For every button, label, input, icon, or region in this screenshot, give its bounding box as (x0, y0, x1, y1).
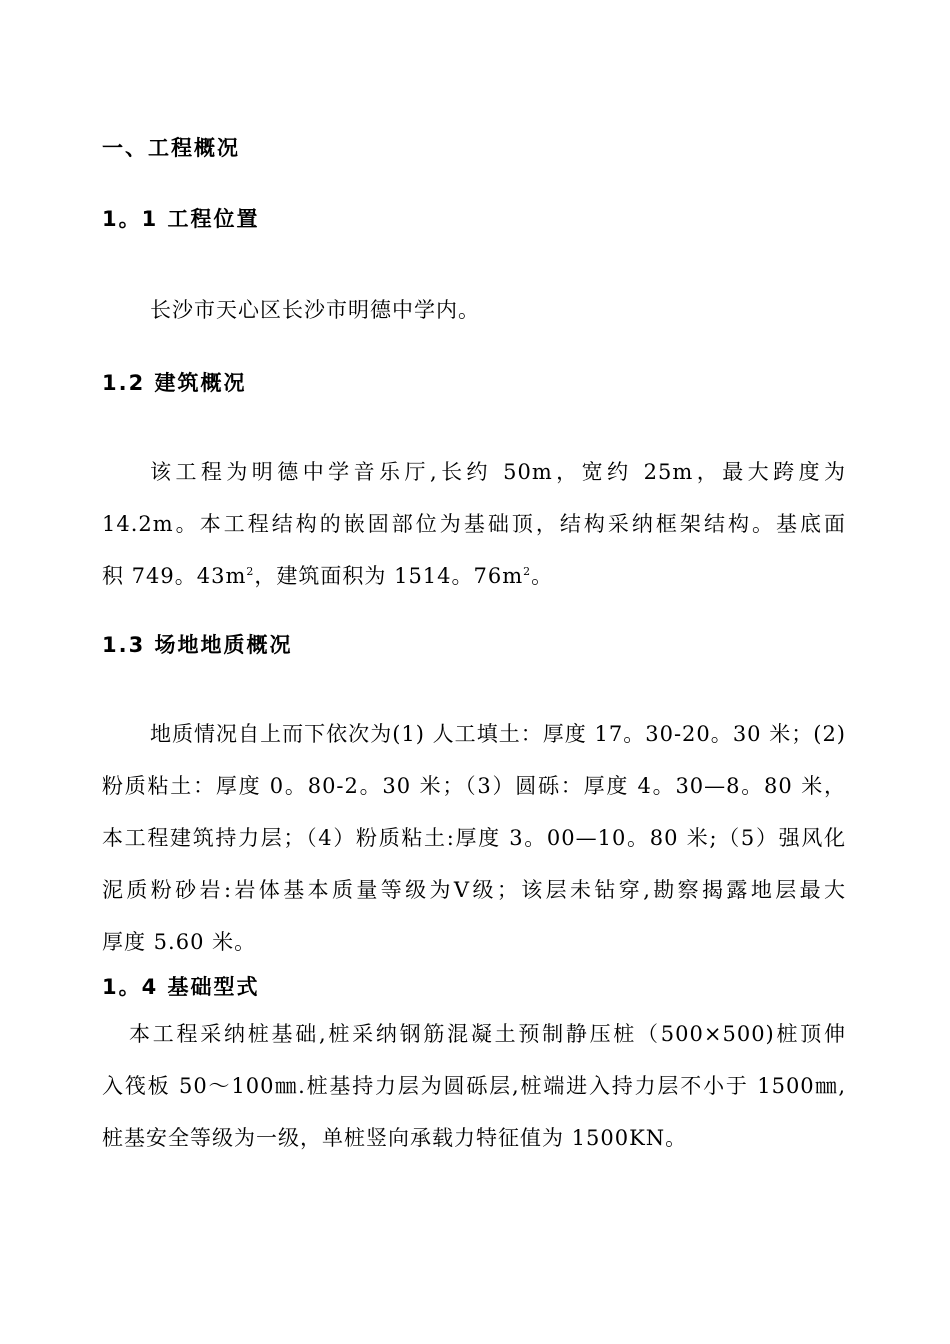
building-line-1: 该工程为明德中学音乐厅,长约 50m，宽约 25m，最大跨度为 (150, 460, 846, 484)
section-heading-location: 1。1 工程位置 (102, 207, 260, 231)
geology-paragraph (102, 708, 846, 968)
section-heading-building: 1.2 建筑概况 (102, 371, 247, 395)
location-text: 长沙市天心区长沙市明德中学内。 (150, 298, 480, 322)
building-line-2: 14.2m。本工程结构的嵌固部位为基础顶，结构采纳框架结构。基底面 (102, 512, 846, 536)
floor-area-superscript: 2 (523, 565, 532, 578)
base-area-superscript: 2 (246, 565, 255, 578)
geology-line-5: 厚度 5.60 米。 (102, 930, 257, 954)
foundation-paragraph (102, 1008, 846, 1164)
foundation-line-3: 桩基安全等级为一级，单桩竖向承载力特征值为 1500KN。 (102, 1126, 688, 1150)
building-paragraph (102, 446, 846, 602)
base-area-text: 积 749。43m (102, 564, 247, 588)
section-heading-foundation: 1。4 基础型式 (102, 975, 260, 999)
section-heading-geology: 1.3 场地地质概况 (102, 633, 293, 657)
location-paragraph (102, 284, 846, 336)
foundation-line-2: 入筏板 50～100㎜.桩基持力层为圆砾层,桩端进入持力层不小于 1500㎜, (102, 1074, 846, 1098)
geology-line-4: 泥质粉砂岩:岩体基本质量等级为Ⅴ级；该层未钻穿,勘察揭露地层最大 (102, 878, 846, 902)
geology-line-3: 本工程建筑持力层；（4）粉质粘土:厚度 3。00—10。80 米;（5）强风化 (102, 826, 846, 850)
geology-line-2: 粉质粘土：厚度 0。80-2。30 米；（3）圆砾：厚度 4。30—8。80 米， (102, 774, 846, 798)
building-line-3-end: 。 (531, 564, 554, 588)
foundation-line-1: 本工程采纳桩基础,桩采纳钢筋混凝土预制静压桩（500×500)桩顶伸 (129, 1022, 846, 1046)
geology-line-1: 地质情况自上而下依次为(1) 人工填土：厚度 17。30-20。30 米；(2) (150, 722, 846, 746)
section-heading-overview: 一、工程概况 (102, 136, 240, 160)
floor-area-text: ，建筑面积为 1514。76m (254, 564, 524, 588)
building-line-3 (102, 550, 846, 602)
